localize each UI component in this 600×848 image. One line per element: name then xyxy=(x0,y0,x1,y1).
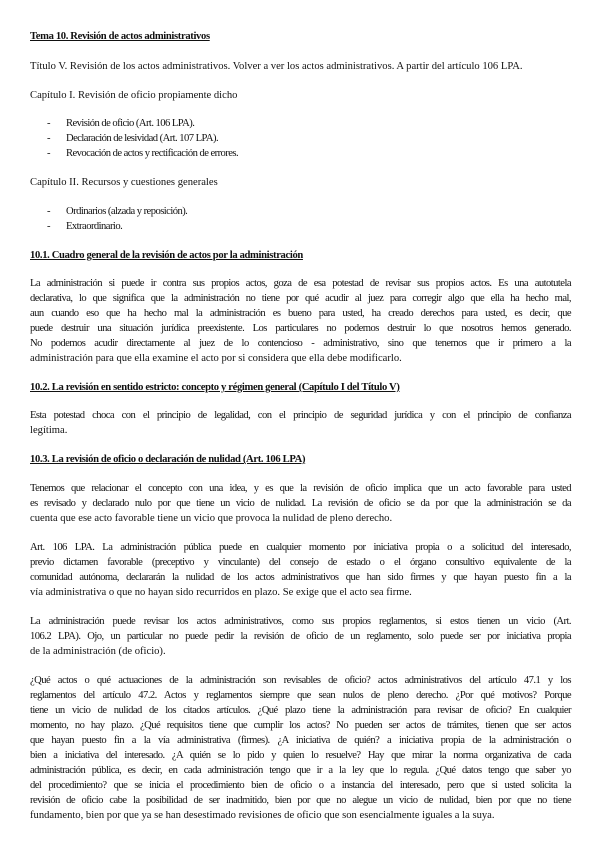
bullet-dash: - xyxy=(47,133,50,144)
section-2-line: legítima. xyxy=(30,425,68,436)
list-item-text: Revisión de oficio (Art. 106 LPA). xyxy=(66,118,195,129)
section-3-para-3-line: de la administración (de oficio). xyxy=(30,646,166,657)
section-3-para-4-line: ¿Qué actos o qué actuaciones de la administración son revisables de oficio? actos administrativos del artículo 47.1 y los xyxy=(30,675,571,686)
section-3-para-4-line: tiene un vicio de nulidad de los citados artículos. ¿Qué plazo tiene la administración para revisar de oficio? En cualquier xyxy=(30,705,571,716)
section-2-heading: 10.2. La revisión en sentido estricto: concepto y régimen general (Capítulo I del Título V) xyxy=(30,382,400,393)
section-3-para-4-line: momento, no hay plazo. ¿Qué requisitos tiene que cumplir los actos? No pueden ser actos de trámites, tienen que ser actos xyxy=(30,720,571,731)
section-1-line: declarativa, lo que significa que la administración no tiene por qué acudir al juez para corregir algo que ella ha hecho mal, xyxy=(30,293,571,304)
section-3-para-4-line: revisión de oficio cabe la posibilidad de ser inadmitido, bien por que no alegue un vicio de nulidad, bien por que no tiene xyxy=(30,795,571,806)
bullet-dash: - xyxy=(47,118,50,129)
titulo-v-text: Título V. Revisión de los actos administrativos. Volver a ver los actos administrativos. A partir del artículo 106 LPA. xyxy=(30,61,523,72)
bullet-dash: - xyxy=(47,206,50,217)
section-3-para-2-line: comunidad autónoma, declararán la nulidad de los actos administrativos que han sido firmes y que hayan puesto fin a la xyxy=(30,572,571,583)
section-3-para-1-line: cuenta que ese acto favorable tiene un vicio que provoca la nulidad de pleno derecho. xyxy=(30,513,393,524)
section-2-line: Esta potestad choca con el principio de legalidad, con el principio de seguridad jurídica y con el principio de confianza xyxy=(30,410,571,421)
section-3-para-3-line: 106.2 LPA). Ojo, un particular no puede pedir la revisión de oficio de un reglamento, solo puede ser por iniciativa propia xyxy=(30,631,571,642)
capitulo-ii-heading: Capítulo II. Recursos y cuestiones generales xyxy=(30,177,218,188)
document-title: Tema 10. Revisión de actos administrativos xyxy=(30,31,210,42)
section-3-para-2-line: previo dictamen favorable (preceptivo y vinculante) del consejo de estado o el órgano consultivo equivalente de la xyxy=(30,557,571,568)
list-item-text: Ordinarios (alzada y reposición). xyxy=(66,206,188,217)
section-1-line: No podemos acudir directamente al juez de lo contencioso - administrativo, sino que tenemos que ir primero a la xyxy=(30,338,571,349)
section-3-para-4-line: del procedimiento? que se inicia el procedimiento bien de oficio o a instancia del interesado, pero que si usted solicita la xyxy=(30,780,571,791)
bullet-dash: - xyxy=(47,148,50,159)
section-1-line: La administración si puede ir contra sus propios actos, goza de esa potestad de revisar sus propios actos. Es una autotutela xyxy=(30,278,571,289)
capitulo-i-heading: Capítulo I. Revisión de oficio propiamente dicho xyxy=(30,90,238,101)
list-item-text: Revocación de actos y rectificación de errores. xyxy=(66,148,239,159)
section-3-para-3-line: La administración puede revisar los actos administrativos, como sus propios reglamentos, si estos tienen un vicio (Art. xyxy=(30,616,571,627)
bullet-dash: - xyxy=(47,221,50,232)
list-item-text: Declaración de lesividad (Art. 107 LPA). xyxy=(66,133,219,144)
list-item-text: Extraordinario. xyxy=(66,221,123,232)
section-3-para-4-line: bien a iniciativa del interesado. ¿A quién se lo pido y quien lo resuelve? Hay que mirar la norma organizativa de cada xyxy=(30,750,571,761)
section-1-line: administración para que ella examine el acto por si considera que ella debe modificarlo. xyxy=(30,353,402,364)
section-3-para-4-line: reglamentos del artículo 47.2. Actos y reglamentos siempre que sean nulos de pleno derecho. ¿Por qué motivos? Porque xyxy=(30,690,571,701)
section-1-line: aun cuando eso que ha hecho mal la administración es bueno para usted, ha creado derechos para usted, es decir, que xyxy=(30,308,571,319)
section-3-para-1-line: es revisado y declarado nulo por que tiene un vicio de nulidad. La revisión de oficio se da por que la administración se da xyxy=(30,498,571,509)
section-3-para-2-line: Art. 106 LPA. La administración pública puede en cualquier momento por iniciativa propia o a solicitud del interesado, xyxy=(30,542,571,553)
section-3-para-4-line: administración pública, es decir, en cada administración tengo que ir a la ley que lo regula. ¿Qué datos tengo que saber yo xyxy=(30,765,571,776)
section-1-line: puede destruir una situación jurídica preexistente. Los particulares no podemos destruir lo que nosotros hemos generado. xyxy=(30,323,571,334)
section-1-heading: 10.1. Cuadro general de la revisión de actos por la administración xyxy=(30,250,303,261)
section-3-para-4-line: que hayan puesto fin a la vía administrativa (firmes). ¿A iniciativa de quién? a iniciativa propia de la administración o xyxy=(30,735,571,746)
section-3-para-4-line: fundamento, bien por que ya se han desestimado revisiones de oficio que son esencialmente iguales a la suya. xyxy=(30,810,495,821)
section-3-para-2-line: vía administrativa o que no hayan sido recurridos en plazo. Se exige que el acto sea firme. xyxy=(30,587,412,598)
section-3-para-1-line: Tenemos que relacionar el concepto con una idea, y es que la revisión de oficio implica que un acto favorable para usted xyxy=(30,483,571,494)
section-3-heading: 10.3. La revisión de oficio o declaración de nulidad (Art. 106 LPA) xyxy=(30,454,306,465)
